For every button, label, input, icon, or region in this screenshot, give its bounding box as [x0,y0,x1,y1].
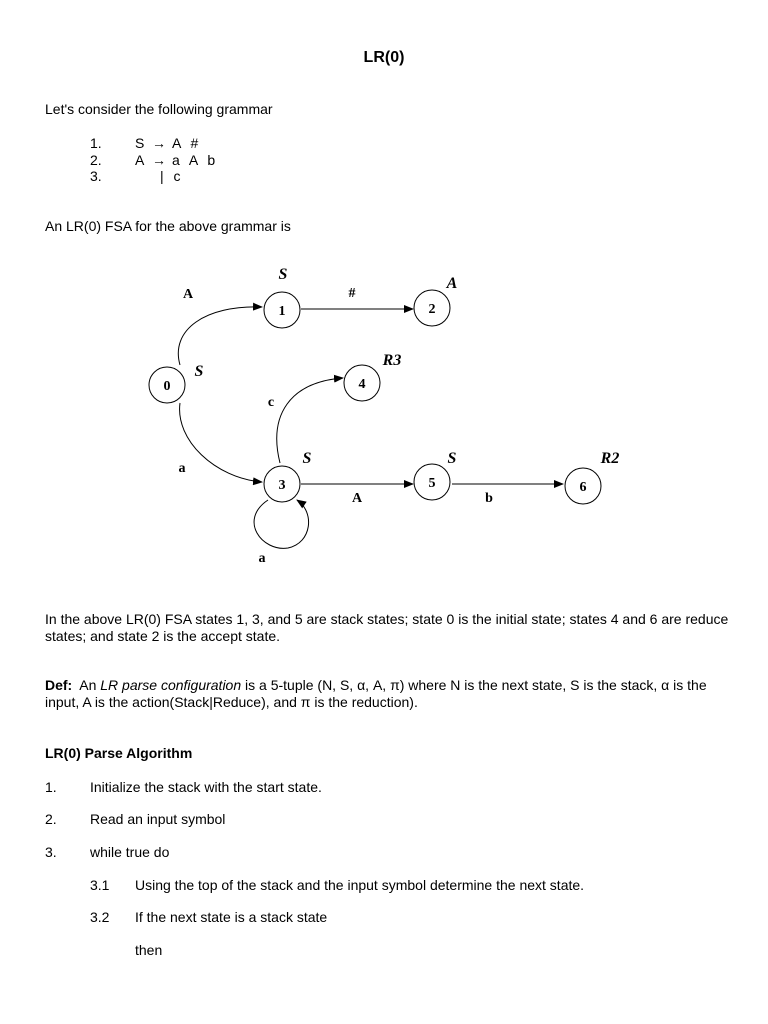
state-1 [264,292,300,328]
edge-label-3-4: c [267,395,275,410]
then-text: then [135,942,163,958]
state-label: 6 [579,480,587,495]
rule-rhs: | c [160,168,181,184]
substep-number: 3.1 [90,877,110,893]
state-tag-2: A [446,275,458,292]
state-tag-6: R2 [600,450,620,467]
state-label: 3 [278,478,286,493]
state-tag-3: S [302,450,312,467]
edge-label-1-2: # [348,286,356,301]
rule-lhs: A [135,152,145,168]
state-4 [344,365,380,401]
edge-0-1 [178,307,262,365]
edge-3-3 [254,500,308,548]
state-0 [149,367,185,403]
rule-rhs: a A b [172,152,216,168]
state-label: 1 [278,304,286,319]
algorithm-title: LR(0) Parse Algorithm [45,745,193,761]
rule-rhs: A # [172,135,199,151]
state-label: 0 [163,379,171,394]
def-label: Def: [45,677,73,693]
intro-text: Let's consider the following grammar [45,101,273,117]
edge-label-3-3: a [258,551,266,566]
state-5 [414,464,450,500]
state-2 [414,290,450,326]
def-pre: An [79,677,97,693]
state-tag-5: S [447,450,457,467]
edge-label-5-6: b [485,491,493,506]
states-paragraph: In the above LR(0) FSA states 1, 3, and 5 are stack states; state 0 is the initial state; states 4 and 6 are reduce states; and state 2 is the accept state. [45,611,729,644]
step-number: 3. [45,844,57,860]
step-number: 1. [45,779,57,795]
rule-number: 3. [90,168,102,184]
step-number: 2. [45,811,57,827]
state-3 [264,466,300,502]
step-text: while true do [90,844,170,860]
edge-label-3-5: A [351,491,363,506]
edge-label-0-1: A [182,287,194,302]
state-6 [565,468,601,504]
step-text: Initialize the stack with the start state. [90,779,322,795]
fsa-intro-text: An LR(0) FSA for the above grammar is [45,218,291,234]
rule-lhs: S [135,135,145,151]
edge-0-3 [180,403,262,482]
substep-number: 3.2 [90,909,110,925]
substep-text: If the next state is a stack state [135,909,328,925]
substep-text: Using the top of the stack and the input symbol determine the next state. [135,877,585,893]
def-term: LR parse configuration [100,677,242,693]
state-label: 4 [358,377,366,392]
state-label: 2 [428,302,436,317]
step-text: Read an input symbol [90,811,226,827]
def-post: is a 5-tuple (N, S, α, A, π) where N is the next state, S is the stack, α is the input, A is the action(Stack|Reduce), and π is the reduction). [45,677,707,710]
page-title: LR(0) [363,49,405,66]
state-tag-4: R3 [382,352,402,369]
arrow-symbol: → [152,135,166,151]
definition-paragraph [45,677,735,711]
state-tag-0: S [194,363,204,380]
state-tag-1: S [278,266,288,283]
rule-number: 1. [90,135,102,151]
rule-number: 2. [90,152,102,168]
arrow-symbol: → [152,152,166,168]
edge-label-0-3: a [178,461,186,476]
state-label: 5 [428,476,436,491]
